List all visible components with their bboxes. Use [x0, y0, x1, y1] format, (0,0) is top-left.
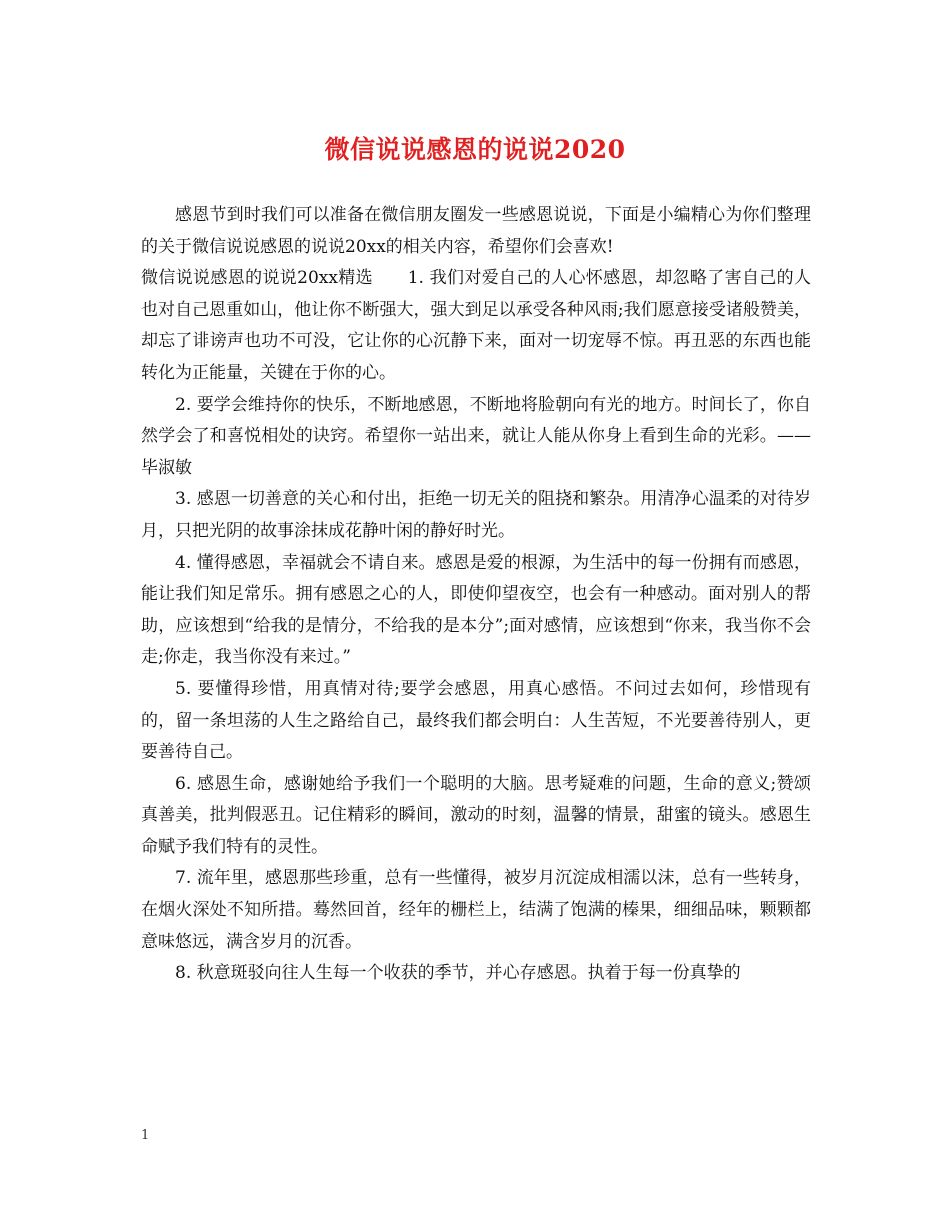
- paragraph-7: 7. 流年里，感恩那些珍重，总有一些懂得，被岁月沉淀成相濡以沫，总有一些转身，在烟火深处不知所措。蓦然回首，经年的栅栏上，结满了饱满的榛果，细细品味，颗颗都意味悠远，满含岁月的沉香。: [141, 868, 811, 952]
- paragraph-4: 4. 懂得感恩，幸福就会不请自来。感恩是爱的根源，为生活中的每一份拥有而感恩，能让我们知足常乐。拥有感恩之心的人，即使仰望夜空，也会有一种感动。面对别人的帮助，应该想到“给我的是情分，不给我的是本分”;面对感情，应该想到“你来，我当你不会走;你走，我当你没有来过。”: [141, 552, 811, 668]
- paragraph-2: 2. 要学会维持你的快乐，不断地感恩，不断地将脸朝向有光的地方。时间长了，你自然学会了和喜悦相处的诀窍。希望你一站出来，就让人能从你身上看到生命的光彩。——毕淑敏: [141, 394, 811, 478]
- intro-paragraph: 感恩节到时我们可以准备在微信朋友圈发一些感恩说说，下面是小编精心为你们整理的关于微信说说感恩的说说20xx的相关内容，希望你们会喜欢!: [141, 205, 811, 257]
- paragraph-1: 微信说说感恩的说说20xx精选 1. 我们对爱自己的人心怀感恩，却忽略了害自己的人也对自己恩重如山，他让你不断强大，强大到足以承受各种风雨;我们愿意接受诸般赞美，却忘了诽谤声也功不可没，它让你的心沉静下来，面对一切宠辱不惊。再丑恶的东西也能转化为正能量，关键在于你的心。: [141, 268, 811, 383]
- document-title: 微信说说感恩的说说2020: [324, 135, 626, 164]
- paragraph-3: 3. 感恩一切善意的关心和付出，拒绝一切无关的阻挠和繁杂。用清净心温柔的对待岁月，只把光阴的故事涂抹成花静叶闲的静好时光。: [141, 489, 811, 541]
- paragraph-8: 8. 秋意斑驳向往人生每一个收获的季节，并心存感恩。执着于每一份真挚的: [175, 963, 741, 984]
- paragraph-5: 5. 要懂得珍惜，用真情对待;要学会感恩，用真心感悟。不问过去如何，珍惜现有的，留一条坦荡的人生之路给自己，最终我们都会明白：人生苦短，不光要善待别人，更要善待自己。: [141, 678, 811, 763]
- paragraph-6: 6. 感恩生命，感谢她给予我们一个聪明的大脑。思考疑难的问题，生命的意义;赞颂真善美，批判假恶丑。记住精彩的瞬间，激动的时刻，温馨的情景，甜蜜的镜头。感恩生命赋予我们特有的灵性。: [141, 773, 811, 857]
- document-body: [141, 200, 811, 990]
- page-number: 1: [141, 1128, 150, 1143]
